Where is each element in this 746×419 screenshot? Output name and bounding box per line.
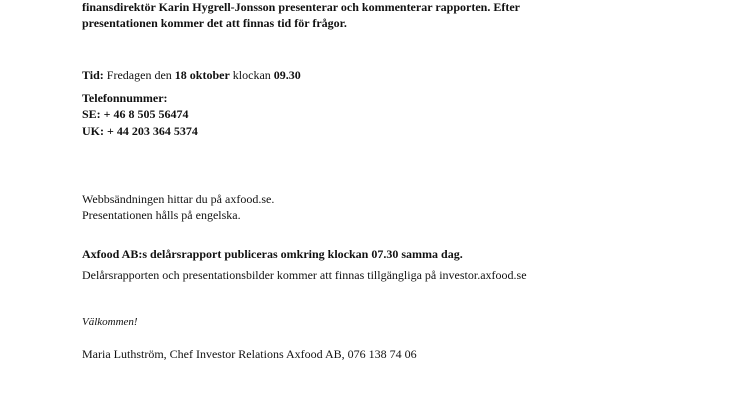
phone-heading: Telefonnummer: [82,91,168,105]
intro-line-2: presentationen kommer det att finnas tid för frågor. [82,16,347,30]
intro-line-1: finansdirektör Karin Hygrell-Jonsson presenterar och kommenterar rapporten. Efter [82,0,520,14]
contact-line: Maria Luthström, Chef Investor Relations Axfood AB, 076 138 74 06 [82,347,417,361]
webcast-line-2: Presentationen hålls på engelska. [82,208,241,222]
time-clock: 09.30 [273,68,301,82]
time-date: 18 oktober [174,68,230,82]
webcast-line-1: Webbsändningen hittar du på axfood.se. [82,192,275,206]
report-heading: Axfood AB:s delårsrapport publiceras omkring klockan 07.30 samma dag. [82,247,463,261]
time-mid: klockan [229,68,274,82]
phone-se: SE: + 46 8 505 56474 [82,107,189,121]
time-label: Tid: [82,68,104,82]
report-body: Delårsrapporten och presentationsbilder kommer att finnas tillgängliga på investor.axfood.se [82,268,527,282]
time-line [82,68,301,83]
phone-uk: UK: + 44 203 364 5374 [82,124,198,138]
welcome-text: Välkommen! [82,316,138,328]
time-pre: Fredagen den [103,68,175,82]
